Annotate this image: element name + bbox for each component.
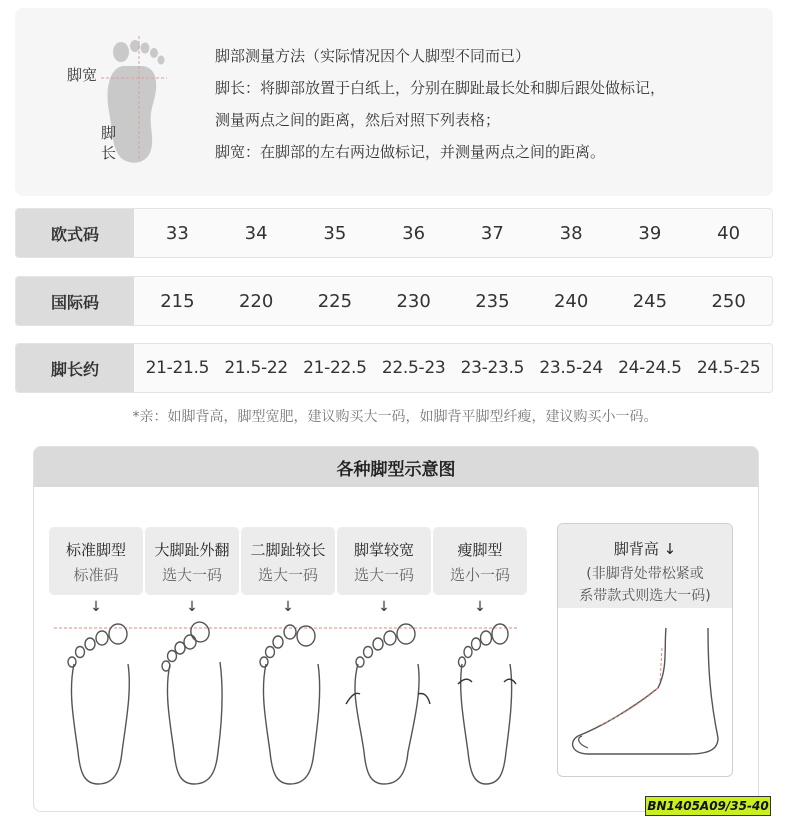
foot-type-advice: 选大一码 <box>257 566 318 584</box>
down-arrow-icon: ↓ <box>186 599 198 615</box>
size-cell: 35 <box>323 222 347 244</box>
size-cell: 215 <box>160 290 195 312</box>
size-cell: 21-21.5 <box>145 358 210 378</box>
size-cell: 235 <box>475 290 510 312</box>
foot-type-card <box>241 527 335 595</box>
high-instep-card <box>557 523 733 777</box>
size-cell: 24-24.5 <box>618 358 682 378</box>
foot-type-advice: 选大一码 <box>353 566 414 584</box>
size-row-foot-length <box>15 343 773 393</box>
bunion-foot-icon <box>162 620 222 784</box>
foot-type-card <box>145 527 239 595</box>
high-instep-advice <box>558 563 732 607</box>
size-cell: 22.5-23 <box>381 358 446 378</box>
size-cell: 21.5-22 <box>224 358 288 378</box>
wide-foot-icon <box>346 624 430 784</box>
long-second-toe-foot-icon <box>260 625 320 784</box>
size-cell: 36 <box>402 222 426 244</box>
foot-types-title: 各种脚型示意图 <box>34 447 758 487</box>
down-arrow-icon: ↓ <box>282 599 294 615</box>
size-advice-note: *亲：如脚背高，脚型宽肥，建议购买大一码，如脚背平脚型纤瘦，建议购买小一码。 <box>132 409 658 425</box>
foot-width-label: 脚宽 <box>67 66 98 84</box>
high-instep-foot-icon <box>558 608 732 774</box>
foot-type-name: 标准脚型 <box>65 541 126 559</box>
row-header: 国际码 <box>16 277 134 325</box>
foot-length-label: 脚长 <box>101 124 117 162</box>
size-cell: 225 <box>317 290 353 312</box>
measurement-card <box>15 8 773 196</box>
size-cell: 21-22.5 <box>303 358 367 378</box>
size-cell: 40 <box>717 222 741 244</box>
size-cell: 240 <box>553 290 589 312</box>
product-code-badge: BN1405A09/35-40 <box>645 796 771 816</box>
instruction-line: 脚宽：在脚部的左右两边做标记，并测量两点之间的距离。 <box>215 143 606 161</box>
slim-foot-icon <box>458 624 516 784</box>
down-arrow-icon: ↓ <box>474 599 486 615</box>
foot-types-panel <box>33 446 759 812</box>
size-cell: 38 <box>559 222 583 244</box>
foot-measure-icon <box>61 28 181 168</box>
size-cell: 245 <box>632 290 668 312</box>
size-cell: 33 <box>165 222 189 244</box>
size-cell: 23.5-24 <box>539 358 603 378</box>
size-cell: 230 <box>396 290 431 312</box>
size-cell: 37 <box>480 222 504 244</box>
foot-type-name: 瘦脚型 <box>457 541 503 559</box>
foot-outlines-illustration <box>34 612 534 802</box>
foot-type-card <box>337 527 431 595</box>
row-header: 欧式码 <box>16 209 134 257</box>
size-cell: 250 <box>711 290 746 312</box>
instruction-line: 测量两点之间的距离，然后对照下列表格； <box>215 111 501 129</box>
foot-type-name: 二脚趾较长 <box>250 541 326 559</box>
foot-type-advice: 选大一码 <box>161 566 222 584</box>
size-row-intl <box>15 276 773 326</box>
high-instep-advice-line: 系带款式则选大一码) <box>579 588 711 604</box>
high-instep-advice-line: (非脚背处带松紧或 <box>586 566 704 582</box>
instruction-line: 脚部测量方法（实际情况因个人脚型不同而已） <box>215 47 531 65</box>
measure-instructions <box>215 40 785 168</box>
instruction-line: 脚长：将脚部放置于白纸上，分别在脚趾最长处和脚后跟处做标记， <box>215 79 666 97</box>
foot-type-name: 大脚趾外翻 <box>154 541 230 559</box>
row-header: 脚长约 <box>16 344 134 392</box>
size-cell: 39 <box>638 222 662 244</box>
size-cell: 34 <box>244 222 268 244</box>
size-row-eu <box>15 208 773 258</box>
standard-foot-icon <box>68 624 129 784</box>
foot-type-advice: 标准码 <box>73 566 119 584</box>
size-cell: 23-23.5 <box>460 358 525 378</box>
high-instep-title: 脚背高 ↓ <box>613 540 677 558</box>
foot-type-card <box>49 527 143 595</box>
size-cell: 24.5-25 <box>696 358 761 378</box>
down-arrow-icon: ↓ <box>378 599 390 615</box>
foot-type-name: 脚掌较宽 <box>353 541 414 559</box>
foot-type-card <box>433 527 527 595</box>
foot-type-advice: 选小一码 <box>449 566 510 584</box>
down-arrow-icon: ↓ <box>90 599 102 615</box>
size-cell: 220 <box>238 290 274 312</box>
